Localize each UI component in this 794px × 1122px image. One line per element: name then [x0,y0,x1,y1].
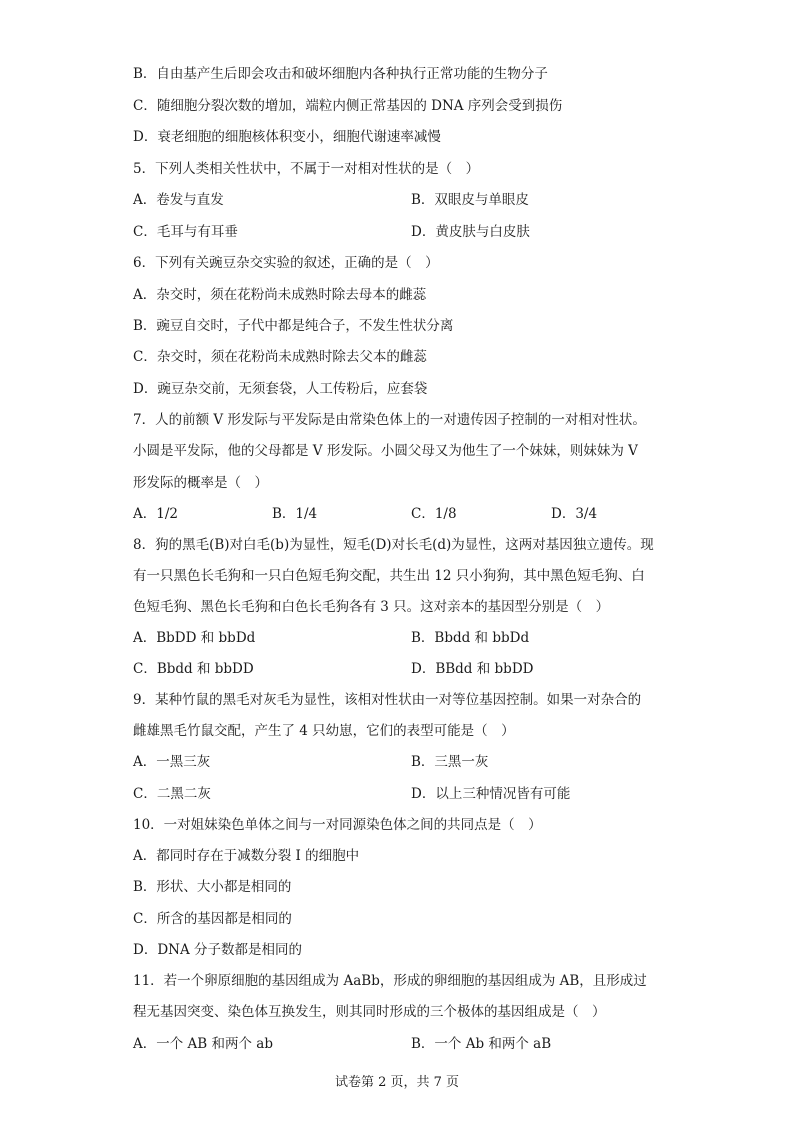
q4-option-d: D．衰老细胞的细胞核体积变小，细胞代谢速率减慢 [133,129,441,145]
q11-option-b: B．一个 Ab 和两个 aB [411,1036,552,1052]
q9-options-row-1 [133,752,693,772]
q8-stem-line-3: 色短毛狗、黑色长毛狗和白色长毛狗各有 3 只。这对亲本的基因型分别是（ ） [133,599,610,615]
q9-option-a: A．一黑三灰 [133,754,211,770]
q9-option-b: B．三黑一灰 [411,754,489,770]
q9-option-c: C．二黑二灰 [133,786,211,802]
q7-option-c: C．1/8 [411,506,457,522]
q5-stem: 5．下列人类相关性状中，不属于一对相对性状的是（ ） [133,161,480,177]
q11-option-a: A．一个 AB 和两个 ab [133,1036,273,1052]
q7-options-row [133,504,693,524]
q10-option-b: B．形状、大小都是相同的 [133,879,292,895]
q10-option-d: D．DNA 分子数都是相同的 [133,942,303,958]
q10-stem: 10．一对姐妹染色单体之间与一对同源染色体之间的共同点是（ ） [133,817,542,833]
q5-option-d: D．黄皮肤与白皮肤 [411,224,530,240]
q7-option-a: A．1/2 [133,506,178,522]
q11-stem-line-2: 程无基因突变、染色体互换发生，则其同时形成的三个极体的基因组成是（ ） [133,1004,606,1020]
q6-stem: 6．下列有关豌豆杂交实验的叙述，正确的是（ ） [133,255,439,271]
q7-stem-line-3: 形发际的概率是（ ） [133,475,268,491]
q8-option-a: A．BbDD 和 bbDd [133,630,256,646]
q5-option-c: C．毛耳与有耳垂 [133,224,238,240]
q9-options-row-2 [133,784,693,804]
q5-options-row-2 [133,222,693,242]
q4-option-c: C．随细胞分裂次数的增加，端粒内侧正常基因的 DNA 序列会受到损伤 [133,98,563,114]
q9-stem-line-2: 雌雄黑毛竹鼠交配，产生了 4 只幼崽，它们的表型可能是（ ） [133,723,515,739]
q8-option-d: D．BBdd 和 bbDD [411,661,534,677]
q6-option-a: A．杂交时，须在花粉尚未成熟时除去母本的雌蕊 [133,287,427,303]
q5-options-row-1 [133,190,693,210]
q7-stem-line-2: 小圆是平发际，他的父母都是 V 形发际。小圆父母又为他生了一个妹妹，则妹妹为 V [133,443,638,459]
q5-option-b: B．双眼皮与单眼皮 [411,192,529,208]
q7-option-b: B．1/4 [272,506,318,522]
q8-option-c: C．Bbdd 和 bbDD [133,661,254,677]
q8-options-row-1 [133,628,693,648]
q8-stem-line-2: 有一只黑色长毛狗和一只白色短毛狗交配，共生出 12 只小狗狗，其中黑色短毛狗、白 [133,568,645,584]
q6-option-b: B．豌豆自交时，子代中都是纯合子，不发生性状分离 [133,318,454,334]
q10-option-c: C．所含的基因都是相同的 [133,911,292,927]
q9-stem-line-1: 9．某种竹鼠的黑毛对灰毛为显性，该相对性状由一对等位基因控制。如果一对杂合的 [133,692,642,708]
page-footer: 试卷第 2 页，共 7 页 [334,1075,460,1090]
q9-option-d: D．以上三种情况皆有可能 [411,786,571,802]
q11-stem-line-1: 11．若一个卵原细胞的基因组成为 AaBb，形成的卵细胞的基因组成为 AB，且形成过 [133,973,647,989]
q11-options-row-1 [133,1034,693,1054]
q8-stem-line-1: 8．狗的黑毛(B)对白毛(b)为显性，短毛(D)对长毛(d)为显性，这两对基因独立遗传。现 [133,537,654,553]
q8-options-row-2 [133,659,693,679]
q6-option-c: C．杂交时，须在花粉尚未成熟时除去父本的雌蕊 [133,349,427,365]
q4-option-b: B．自由基产生后即会攻击和破坏细胞内各种执行正常功能的生物分子 [133,66,548,82]
q7-stem-line-1: 7．人的前额 V 形发际与平发际是由常染色体上的一对遗传因子控制的一对相对性状。 [133,412,646,428]
q5-option-a: A．卷发与直发 [133,192,224,208]
q10-option-a: A．都同时存在于减数分裂 I 的细胞中 [133,848,360,864]
q7-option-d: D．3/4 [551,506,598,522]
q8-option-b: B．Bbdd 和 bbDd [411,630,530,646]
q6-option-d: D．豌豆杂交前，无须套袋，人工传粉后，应套袋 [133,381,428,397]
